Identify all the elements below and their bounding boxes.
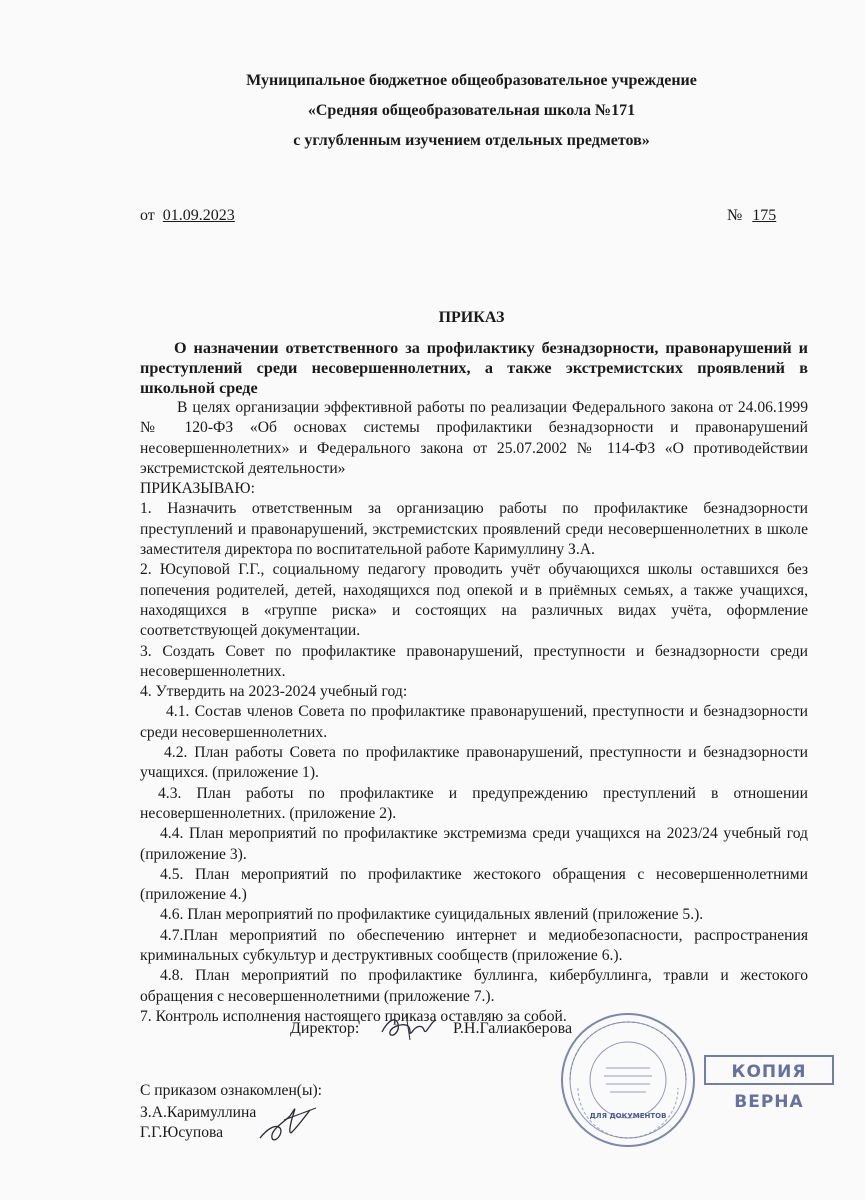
number-prefix: № (727, 207, 743, 224)
item-2: 2. Юсуповой Г.Г., социальному педагогу проводить учёт обучающихся школы оставшихся без попечения родителей, детей, находящихся под опекой и в приёмных семьях, а также учащихся, находящихся в «группе риска» и состоящих на различных видах учёта, оформление соответствующей документации. (140, 561, 808, 640)
order-subject: О назначении ответственного за профилактику безнадзорности, правонарушений и преступлений среди несовершеннолетних, а также экстремистских проявлений в школьной среде (140, 339, 808, 397)
item-3: 3. Создать Совет по профилактике правонарушений, преступности и безнадзорности среди несовершеннолетних. (140, 642, 808, 680)
order-date (140, 207, 235, 225)
document-title: ПРИКАЗ (438, 309, 505, 326)
item-1: 1. Назначить ответственным за организацию работы по профилактике безнадзорности преступлений и правонарушений, экстремистских проявлений среди несовершеннолетних в школе заместителя директора по воспитательной работе Каримуллину З.А. (140, 500, 808, 559)
sub-item-4-4: 4.4. План мероприятий по профилактике экстремизма среди учащихся на 2023/24 учебный год (приложение 3). (140, 825, 808, 863)
sub-item-4-6: 4.6. План мероприятий по профилактике суицидальных явлений (приложение 5.). (160, 906, 704, 924)
sub-item-4-8: 4.8. План мероприятий по профилактике буллинга, кибербуллинга, травли и жестокого обращения с несовершеннолетними (приложение 7.). (140, 967, 808, 1005)
sub-item-4-2: 4.2. План работы Совета по профилактике правонарушений, преступности и безнадзорности учащихся. (приложение 1). (140, 744, 808, 782)
seal-center-text: ДЛЯ ДОКУМЕНТОВ (589, 1112, 667, 1120)
ack-person-1: З.А.Каримуллина (140, 1104, 257, 1121)
director-role: Директор: (290, 1020, 360, 1037)
date-prefix: от (140, 207, 155, 224)
sub-item-4-5: 4.5. План мероприятий по профилактике жестокого обращения с несовершеннолетними (приложение 4.) (140, 865, 808, 904)
ack-handwritten-signature (254, 1098, 324, 1150)
sub-item-4-1: 4.1. Состав членов Совета по профилактике правонарушений, преступности и безнадзорности среди несовершеннолетних. (140, 703, 808, 741)
ack-person-2: Г.Г.Юсупова (140, 1124, 224, 1141)
number-value: 175 (752, 207, 777, 224)
director-handwritten-signature (378, 1010, 440, 1046)
order-number (727, 207, 776, 225)
sub-item-4-7: 4.7.План мероприятий по обеспечению интернет и медиобезопасности, распространения криминальных субкультур и деструктивных сообществ (приложение 6.). (140, 926, 808, 965)
org-name-line2: «Средняя общеобразовательная школа №171 (307, 102, 636, 119)
sub-item-4-3: 4.3. План работы по профилактике и предупреждению преступлений в отношении несовершеннолетних. (приложение 2). (140, 784, 808, 822)
item-7: 7. Контроль исполнения настоящего приказа оставляю за собой. (140, 1007, 567, 1025)
order-word: ПРИКАЗЫВАЮ: (140, 480, 255, 498)
preamble: В целях организации эффективной работы по реализации Федерального закона от 24.06.1999 № 120-ФЗ «Об основах системы профилактики безнадзорности и правонарушений несовершеннолетних» и Федерального закона от 25.07.2002 № 114-ФЗ «О противодействии экстремистской деятельности» (140, 399, 808, 477)
director-name: Р.Н.Галиакберова (453, 1020, 573, 1037)
official-seal (558, 1010, 698, 1150)
order-body (140, 398, 808, 1027)
org-name-line3: с углубленным изучением отдельных предметов» (293, 132, 650, 149)
director-signature-block (290, 1020, 573, 1038)
org-name-line1: Муниципальное бюджетное общеобразовательное учреждение (246, 72, 697, 89)
copy-certified-stamp: КОПИЯ ВЕРНА (704, 1055, 834, 1085)
date-value: 01.09.2023 (162, 207, 235, 224)
item-4: 4. Утвердить на 2023-2024 учебный год: (140, 683, 408, 701)
ack-label: С приказом ознакомлен(ы): (140, 1082, 322, 1099)
